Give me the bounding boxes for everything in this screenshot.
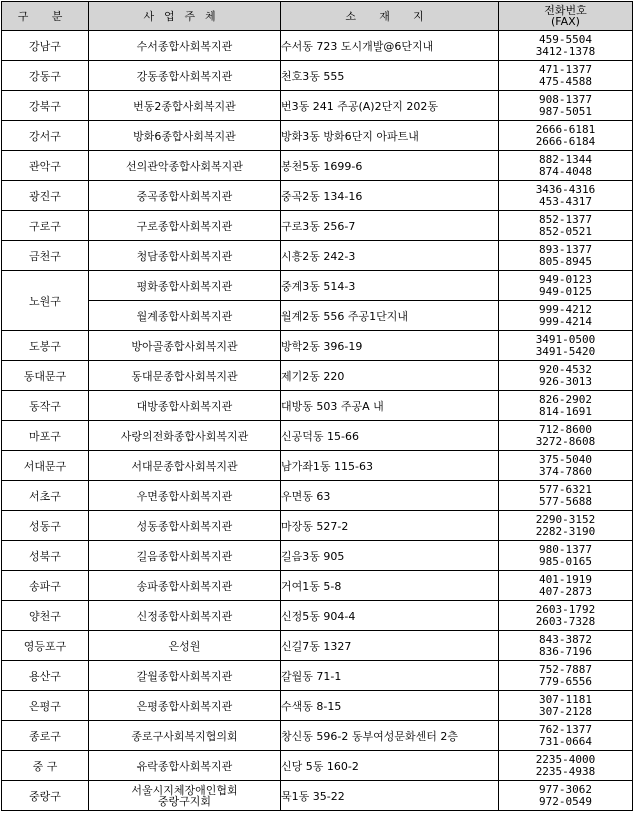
district-cell: 강동구 [2,61,89,91]
district-cell: 서대문구 [2,451,89,481]
address-cell: 방학2동 396-19 [281,331,499,361]
district-cell: 영등포구 [2,631,89,661]
organization-cell: 선의관악종합사회복지관 [89,151,281,181]
address-cell: 우면동 63 [281,481,499,511]
address-cell: 거여1동 5-8 [281,571,499,601]
address-cell: 신정5동 904-4 [281,601,499,631]
phone-number: 2235-4000 [535,752,596,766]
phone-number: 949-0123 [539,272,592,286]
phone-number: 375-5040 [539,452,592,466]
table-row [2,121,633,151]
table-row [2,721,633,751]
district-cell: 마포구 [2,421,89,451]
table-row [2,361,633,391]
phone-number: 980-1377 [539,542,592,556]
table-row [2,571,633,601]
table-row [2,391,633,421]
phone-cell [499,271,633,301]
fax-number: 374-7860 [539,464,592,478]
phone-cell [499,661,633,691]
table-row [2,181,633,211]
fax-number: 985-0165 [539,554,592,568]
header-phone [499,2,633,31]
fax-number: 2282-3190 [535,524,596,538]
address-cell: 천호3동 555 [281,61,499,91]
district-cell: 서초구 [2,481,89,511]
phone-number: 893-1377 [539,242,592,256]
table-row [2,691,633,721]
fax-number: 779-6556 [539,674,592,688]
address-cell: 갈월동 71-1 [281,661,499,691]
address-cell: 중계3동 514-3 [281,271,499,301]
organization-cell: 대방종합사회복지관 [89,391,281,421]
fax-number: 307-2128 [539,704,592,718]
organization-line2: 중랑구지회 [157,794,212,808]
organization-cell: 신정종합사회복지관 [89,601,281,631]
district-cell: 도봉구 [2,331,89,361]
address-cell: 신당 5동 160-2 [281,751,499,781]
district-cell: 양천구 [2,601,89,631]
fax-number: 987-5051 [539,104,592,118]
address-cell: 번3동 241 주공(A)2단지 202동 [281,91,499,121]
phone-cell [499,481,633,511]
district-cell: 노원구 [2,271,89,331]
table-row [2,451,633,481]
phone-cell [499,601,633,631]
phone-cell [499,91,633,121]
table-row [2,31,633,61]
fax-number: 874-4048 [539,164,592,178]
table-row [2,601,633,631]
phone-number: 577-6321 [539,482,592,496]
district-cell: 성북구 [2,541,89,571]
organization-cell: 은성원 [89,631,281,661]
phone-cell [499,181,633,211]
phone-number: 977-3062 [539,782,592,796]
phone-cell [499,691,633,721]
phone-cell [499,331,633,361]
table-row [2,541,633,571]
phone-number: 2603-1792 [535,602,596,616]
table-row [2,301,633,331]
fax-number: 475-4588 [539,74,592,88]
fax-number: 577-5688 [539,494,592,508]
phone-cell [499,241,633,271]
header-fax-label: (FAX) [551,15,580,28]
address-cell: 신공덕동 15-66 [281,421,499,451]
district-cell: 강서구 [2,121,89,151]
district-cell: 관악구 [2,151,89,181]
address-cell: 제기2동 220 [281,361,499,391]
phone-cell [499,631,633,661]
address-cell: 수서동 723 도시개발@6단지내 [281,31,499,61]
organization-cell: 동대문종합사회복지관 [89,361,281,391]
phone-cell [499,721,633,751]
district-cell: 성동구 [2,511,89,541]
phone-cell [499,211,633,241]
header-row [2,2,633,31]
address-cell: 마장동 527-2 [281,511,499,541]
phone-number: 459-5504 [539,32,592,46]
organization-cell: 서대문종합사회복지관 [89,451,281,481]
phone-number: 843-3872 [539,632,592,646]
district-cell: 은평구 [2,691,89,721]
address-cell: 대방동 503 주공A 내 [281,391,499,421]
fax-number: 814-1691 [539,404,592,418]
district-cell: 광진구 [2,181,89,211]
fax-number: 926-3013 [539,374,592,388]
phone-cell [499,541,633,571]
phone-number: 920-4532 [539,362,592,376]
phone-number: 307-1181 [539,692,592,706]
phone-cell [499,391,633,421]
organization-cell: 방아골종합사회복지관 [89,331,281,361]
phone-number: 826-2902 [539,392,592,406]
organization-cell: 은평종합사회복지관 [89,691,281,721]
header-organization: 사업주체 [89,2,281,31]
phone-number: 2666-6181 [535,122,596,136]
fax-number: 731-0664 [539,734,592,748]
phone-number: 882-1344 [539,152,592,166]
phone-cell [499,61,633,91]
district-cell: 종로구 [2,721,89,751]
district-cell: 동대문구 [2,361,89,391]
fax-number: 2235-4938 [535,764,596,778]
phone-cell [499,451,633,481]
table-row [2,481,633,511]
organization-cell: 성동종합사회복지관 [89,511,281,541]
table-row [2,751,633,781]
phone-number: 3436-4316 [535,182,596,196]
address-cell: 묵1동 35-22 [281,781,499,811]
fax-number: 407-2873 [539,584,592,598]
district-cell: 용산구 [2,661,89,691]
table-row [2,781,633,811]
address-cell: 중곡2동 134-16 [281,181,499,211]
phone-number: 3491-0500 [535,332,596,346]
phone-cell [499,151,633,181]
fax-number: 949-0125 [539,284,592,298]
organization-cell: 월계종합사회복지관 [89,301,281,331]
phone-cell [499,511,633,541]
phone-number: 401-1919 [539,572,592,586]
fax-number: 972-0549 [539,794,592,808]
address-cell: 봉천5동 1699-6 [281,151,499,181]
organization-cell: 평화종합사회복지관 [89,271,281,301]
organization-cell: 종로구사회복지협의회 [89,721,281,751]
fax-number: 2666-6184 [535,134,596,148]
table-row [2,61,633,91]
organization-cell: 중곡종합사회복지관 [89,181,281,211]
table-row [2,271,633,301]
phone-cell [499,571,633,601]
organization-cell: 수서종합사회복지관 [89,31,281,61]
table-row [2,211,633,241]
organization-cell: 번동2종합사회복지관 [89,91,281,121]
phone-cell [499,301,633,331]
fax-number: 836-7196 [539,644,592,658]
phone-cell [499,781,633,811]
table-row [2,241,633,271]
phone-number: 908-1377 [539,92,592,106]
table-row [2,151,633,181]
organization-cell [89,781,281,811]
district-cell: 강북구 [2,91,89,121]
district-cell: 금천구 [2,241,89,271]
address-cell: 구로3동 256-7 [281,211,499,241]
phone-cell [499,31,633,61]
phone-cell [499,421,633,451]
organization-cell: 청담종합사회복지관 [89,241,281,271]
organization-cell: 방화6종합사회복지관 [89,121,281,151]
header-phone-label: 전화번호 [544,4,587,17]
fax-number: 3491-5420 [535,344,596,358]
phone-number: 712-8600 [539,422,592,436]
phone-number: 2290-3152 [535,512,596,526]
fax-number: 3412-1378 [535,44,596,58]
welfare-center-table [1,1,633,811]
table-row [2,331,633,361]
address-cell: 방화3동 방화6단지 아파트내 [281,121,499,151]
header-district: 구 분 [2,2,89,31]
phone-number: 471-1377 [539,62,592,76]
district-cell: 송파구 [2,571,89,601]
phone-number: 852-1377 [539,212,592,226]
district-cell: 강남구 [2,31,89,61]
organization-cell: 사랑의전화종합사회복지관 [89,421,281,451]
address-cell: 신길7동 1327 [281,631,499,661]
district-cell: 중 구 [2,751,89,781]
phone-cell [499,751,633,781]
fax-number: 999-4214 [539,314,592,328]
phone-number: 762-1377 [539,722,592,736]
phone-number: 999-4212 [539,302,592,316]
organization-cell: 우면종합사회복지관 [89,481,281,511]
phone-number: 752-7887 [539,662,592,676]
organization-cell: 갈월종합사회복지관 [89,661,281,691]
organization-cell: 구로종합사회복지관 [89,211,281,241]
fax-number: 3272-8608 [535,434,596,448]
address-cell: 월계2동 556 주공1단지내 [281,301,499,331]
organization-line1: 서울시지체장애인협회 [131,783,238,797]
header-address: 소 재 지 [281,2,499,31]
address-cell: 창신동 596-2 동부여성문화센터 2층 [281,721,499,751]
fax-number: 2603-7328 [535,614,596,628]
fax-number: 453-4317 [539,194,592,208]
organization-cell: 유락종합사회복지관 [89,751,281,781]
address-cell: 수색동 8-15 [281,691,499,721]
table-row [2,661,633,691]
address-cell: 길음3동 905 [281,541,499,571]
phone-cell [499,121,633,151]
table-row [2,511,633,541]
organization-cell: 길음종합사회복지관 [89,541,281,571]
organization-cell: 강동종합사회복지관 [89,61,281,91]
fax-number: 805-8945 [539,254,592,268]
fax-number: 852-0521 [539,224,592,238]
table-row [2,91,633,121]
table-row [2,421,633,451]
address-cell: 시흥2동 242-3 [281,241,499,271]
district-cell: 중랑구 [2,781,89,811]
district-cell: 동작구 [2,391,89,421]
district-cell: 구로구 [2,211,89,241]
table-row [2,631,633,661]
address-cell: 남가좌1동 115-63 [281,451,499,481]
phone-cell [499,361,633,391]
organization-cell: 송파종합사회복지관 [89,571,281,601]
